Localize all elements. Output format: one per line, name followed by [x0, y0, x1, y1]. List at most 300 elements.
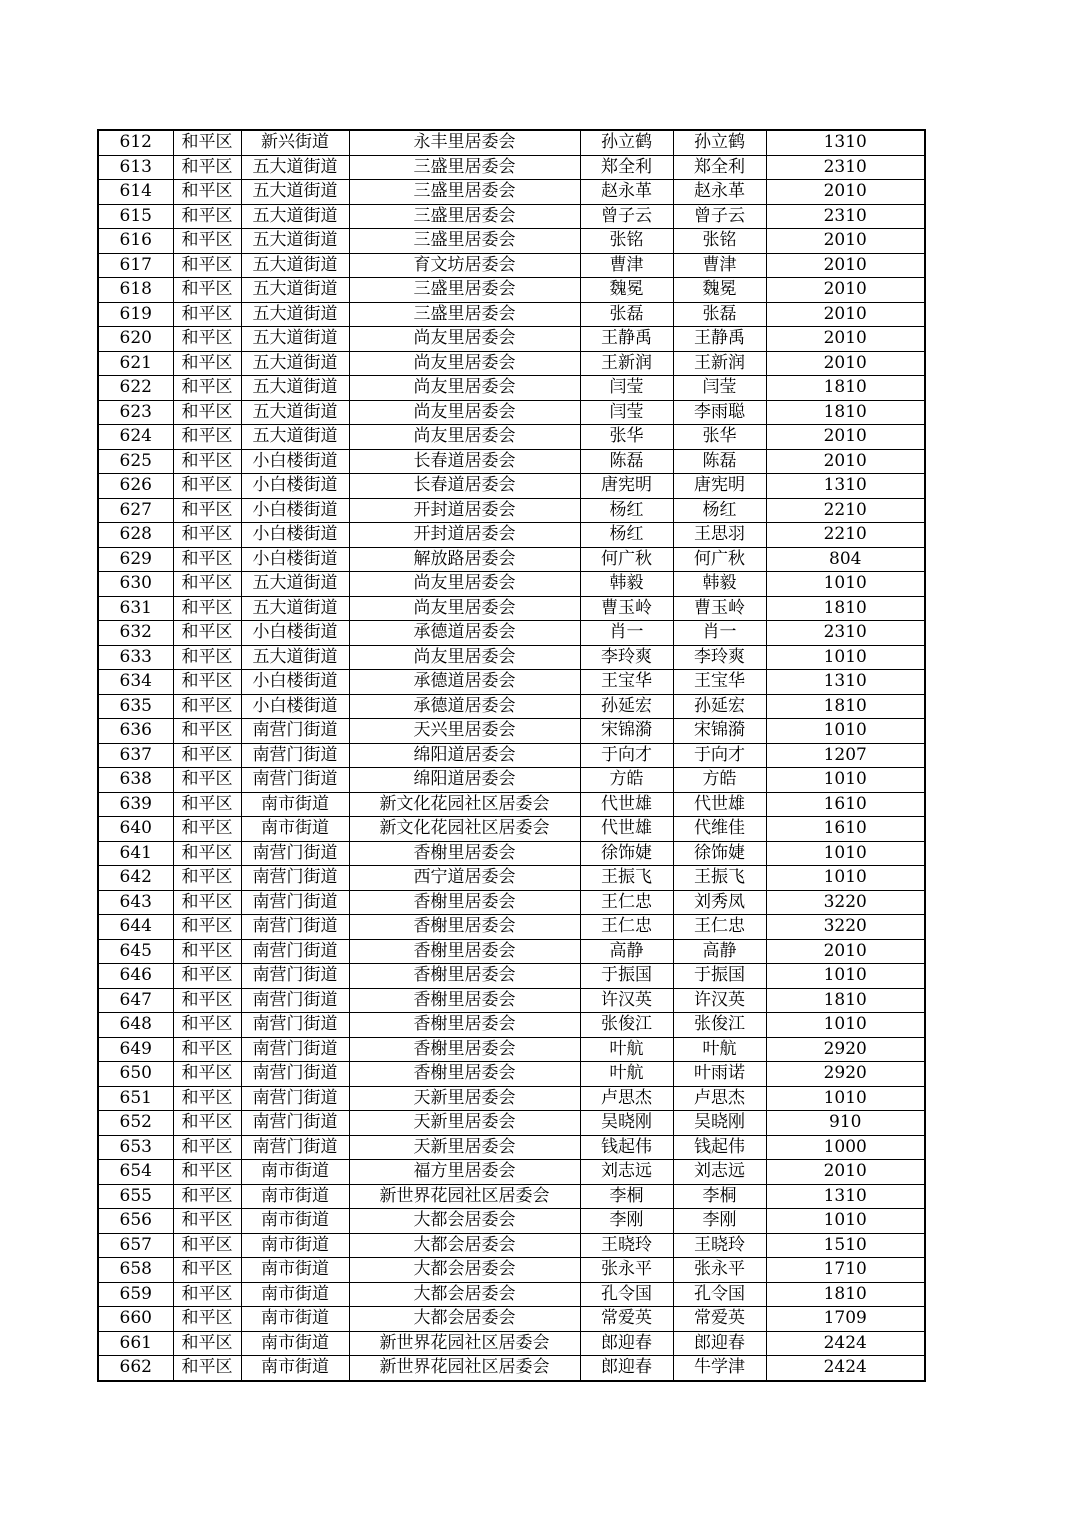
- member-cell: 张永平: [673, 1258, 766, 1283]
- district-cell: 和平区: [173, 1135, 241, 1160]
- member-cell: 吴晓刚: [673, 1111, 766, 1136]
- member-cell: 杨红: [673, 498, 766, 523]
- applicant-cell: 吴晓刚: [580, 1111, 673, 1136]
- table-row: [98, 1037, 925, 1062]
- value-cell: 3220: [766, 915, 925, 940]
- member-cell: 于向才: [673, 743, 766, 768]
- committee-cell: 承德道居委会: [349, 670, 580, 695]
- committee-cell: 香榭里居委会: [349, 1062, 580, 1087]
- member-cell: 郎迎春: [673, 1331, 766, 1356]
- district-cell: 和平区: [173, 1356, 241, 1381]
- district-cell: 和平区: [173, 253, 241, 278]
- street-cell: 小白楼街道: [241, 523, 349, 548]
- applicant-cell: 常爱英: [580, 1307, 673, 1332]
- applicant-cell: 郑全利: [580, 155, 673, 180]
- row-number-cell: 620: [98, 327, 173, 352]
- value-cell: 1010: [766, 645, 925, 670]
- applicant-cell: 许汉英: [580, 988, 673, 1013]
- table-row: [98, 229, 925, 254]
- district-cell: 和平区: [173, 1086, 241, 1111]
- applicant-cell: 闫莹: [580, 376, 673, 401]
- member-cell: 王振飞: [673, 866, 766, 891]
- committee-cell: 尚友里居委会: [349, 596, 580, 621]
- value-cell: 2310: [766, 204, 925, 229]
- street-cell: 新兴街道: [241, 130, 349, 155]
- table-row: [98, 449, 925, 474]
- district-cell: 和平区: [173, 1184, 241, 1209]
- member-cell: 徐饰婕: [673, 841, 766, 866]
- table-row: [98, 988, 925, 1013]
- committee-cell: 承德道居委会: [349, 621, 580, 646]
- committee-cell: 三盛里居委会: [349, 302, 580, 327]
- member-cell: 王晓玲: [673, 1233, 766, 1258]
- member-cell: 代世雄: [673, 792, 766, 817]
- row-number-cell: 641: [98, 841, 173, 866]
- value-cell: 2010: [766, 1160, 925, 1185]
- street-cell: 南营门街道: [241, 768, 349, 793]
- row-number-cell: 658: [98, 1258, 173, 1283]
- applicant-cell: 于振国: [580, 964, 673, 989]
- member-cell: 钱起伟: [673, 1135, 766, 1160]
- row-number-cell: 662: [98, 1356, 173, 1381]
- district-cell: 和平区: [173, 915, 241, 940]
- district-cell: 和平区: [173, 351, 241, 376]
- value-cell: 2210: [766, 523, 925, 548]
- row-number-cell: 637: [98, 743, 173, 768]
- applicant-cell: 张俊江: [580, 1013, 673, 1038]
- committee-cell: 天新里居委会: [349, 1135, 580, 1160]
- row-number-cell: 644: [98, 915, 173, 940]
- table-row: [98, 400, 925, 425]
- street-cell: 小白楼街道: [241, 694, 349, 719]
- district-cell: 和平区: [173, 474, 241, 499]
- committee-cell: 新世界花园社区居委会: [349, 1184, 580, 1209]
- district-cell: 和平区: [173, 1209, 241, 1234]
- committee-cell: 香榭里居委会: [349, 988, 580, 1013]
- table-row: [98, 743, 925, 768]
- member-cell: 王宝华: [673, 670, 766, 695]
- district-cell: 和平区: [173, 130, 241, 155]
- member-cell: 王新润: [673, 351, 766, 376]
- row-number-cell: 628: [98, 523, 173, 548]
- value-cell: 1610: [766, 792, 925, 817]
- applicant-cell: 李桐: [580, 1184, 673, 1209]
- applicant-cell: 孙延宏: [580, 694, 673, 719]
- street-cell: 南营门街道: [241, 1111, 349, 1136]
- member-cell: 赵永革: [673, 180, 766, 205]
- member-cell: 常爱英: [673, 1307, 766, 1332]
- table-row: [98, 1135, 925, 1160]
- member-cell: 孙立鹤: [673, 130, 766, 155]
- table-row: [98, 621, 925, 646]
- applicant-cell: 于向才: [580, 743, 673, 768]
- applicant-cell: 曾子云: [580, 204, 673, 229]
- table-row: [98, 694, 925, 719]
- table-row: [98, 645, 925, 670]
- district-cell: 和平区: [173, 841, 241, 866]
- table-row: [98, 327, 925, 352]
- value-cell: 1010: [766, 1086, 925, 1111]
- value-cell: 2010: [766, 449, 925, 474]
- street-cell: 南营门街道: [241, 743, 349, 768]
- committee-cell: 福方里居委会: [349, 1160, 580, 1185]
- district-cell: 和平区: [173, 1062, 241, 1087]
- table-row: [98, 180, 925, 205]
- committee-cell: 尚友里居委会: [349, 376, 580, 401]
- value-cell: 1810: [766, 400, 925, 425]
- committee-cell: 尚友里居委会: [349, 645, 580, 670]
- row-number-cell: 660: [98, 1307, 173, 1332]
- street-cell: 五大道街道: [241, 351, 349, 376]
- applicant-cell: 叶航: [580, 1037, 673, 1062]
- table-row: [98, 302, 925, 327]
- value-cell: 1010: [766, 841, 925, 866]
- value-cell: 1010: [766, 768, 925, 793]
- applicant-cell: 杨红: [580, 523, 673, 548]
- member-cell: 唐宪明: [673, 474, 766, 499]
- value-cell: 2010: [766, 180, 925, 205]
- street-cell: 南市街道: [241, 817, 349, 842]
- district-cell: 和平区: [173, 449, 241, 474]
- district-cell: 和平区: [173, 572, 241, 597]
- district-cell: 和平区: [173, 939, 241, 964]
- street-cell: 五大道街道: [241, 302, 349, 327]
- table-row: [98, 351, 925, 376]
- member-cell: 李刚: [673, 1209, 766, 1234]
- street-cell: 五大道街道: [241, 204, 349, 229]
- member-cell: 闫莹: [673, 376, 766, 401]
- data-table: [97, 129, 926, 1382]
- street-cell: 南营门街道: [241, 866, 349, 891]
- table-row: [98, 155, 925, 180]
- district-cell: 和平区: [173, 204, 241, 229]
- row-number-cell: 616: [98, 229, 173, 254]
- row-number-cell: 636: [98, 719, 173, 744]
- district-cell: 和平区: [173, 229, 241, 254]
- applicant-cell: 卢思杰: [580, 1086, 673, 1111]
- row-number-cell: 612: [98, 130, 173, 155]
- table-row: [98, 890, 925, 915]
- row-number-cell: 613: [98, 155, 173, 180]
- value-cell: 2424: [766, 1356, 925, 1381]
- street-cell: 南营门街道: [241, 1135, 349, 1160]
- table-row: [98, 1356, 925, 1381]
- value-cell: 1810: [766, 694, 925, 719]
- street-cell: 南营门街道: [241, 1086, 349, 1111]
- street-cell: 南市街道: [241, 1209, 349, 1234]
- applicant-cell: 唐宪明: [580, 474, 673, 499]
- street-cell: 五大道街道: [241, 278, 349, 303]
- table-row: [98, 792, 925, 817]
- member-cell: 王仁忠: [673, 915, 766, 940]
- value-cell: 1010: [766, 1013, 925, 1038]
- street-cell: 南市街道: [241, 1184, 349, 1209]
- street-cell: 小白楼街道: [241, 449, 349, 474]
- committee-cell: 香榭里居委会: [349, 890, 580, 915]
- street-cell: 五大道街道: [241, 229, 349, 254]
- row-number-cell: 619: [98, 302, 173, 327]
- committee-cell: 大都会居委会: [349, 1209, 580, 1234]
- applicant-cell: 王晓玲: [580, 1233, 673, 1258]
- district-cell: 和平区: [173, 425, 241, 450]
- value-cell: 2010: [766, 939, 925, 964]
- value-cell: 2010: [766, 351, 925, 376]
- committee-cell: 尚友里居委会: [349, 351, 580, 376]
- value-cell: 1010: [766, 1209, 925, 1234]
- applicant-cell: 王宝华: [580, 670, 673, 695]
- table-row: [98, 130, 925, 155]
- member-cell: 李雨聪: [673, 400, 766, 425]
- member-cell: 张俊江: [673, 1013, 766, 1038]
- committee-cell: 西宁道居委会: [349, 866, 580, 891]
- member-cell: 李桐: [673, 1184, 766, 1209]
- district-cell: 和平区: [173, 278, 241, 303]
- district-cell: 和平区: [173, 498, 241, 523]
- committee-cell: 开封道居委会: [349, 523, 580, 548]
- table-row: [98, 425, 925, 450]
- street-cell: 五大道街道: [241, 596, 349, 621]
- member-cell: 于振国: [673, 964, 766, 989]
- value-cell: 2920: [766, 1037, 925, 1062]
- row-number-cell: 632: [98, 621, 173, 646]
- district-cell: 和平区: [173, 327, 241, 352]
- applicant-cell: 王新润: [580, 351, 673, 376]
- value-cell: 1810: [766, 1282, 925, 1307]
- member-cell: 孔令国: [673, 1282, 766, 1307]
- table-row: [98, 1086, 925, 1111]
- applicant-cell: 杨红: [580, 498, 673, 523]
- row-number-cell: 624: [98, 425, 173, 450]
- value-cell: 1010: [766, 572, 925, 597]
- applicant-cell: 方皓: [580, 768, 673, 793]
- district-cell: 和平区: [173, 155, 241, 180]
- applicant-cell: 代世雄: [580, 817, 673, 842]
- row-number-cell: 626: [98, 474, 173, 499]
- committee-cell: 开封道居委会: [349, 498, 580, 523]
- table-row: [98, 572, 925, 597]
- committee-cell: 三盛里居委会: [349, 155, 580, 180]
- row-number-cell: 648: [98, 1013, 173, 1038]
- member-cell: 曹津: [673, 253, 766, 278]
- street-cell: 南营门街道: [241, 719, 349, 744]
- row-number-cell: 651: [98, 1086, 173, 1111]
- value-cell: 2010: [766, 278, 925, 303]
- row-number-cell: 640: [98, 817, 173, 842]
- applicant-cell: 郎迎春: [580, 1331, 673, 1356]
- value-cell: 1010: [766, 719, 925, 744]
- member-cell: 张华: [673, 425, 766, 450]
- table-row: [98, 1331, 925, 1356]
- committee-cell: 香榭里居委会: [349, 915, 580, 940]
- street-cell: 南营门街道: [241, 1062, 349, 1087]
- member-cell: 高静: [673, 939, 766, 964]
- district-cell: 和平区: [173, 596, 241, 621]
- member-cell: 曾子云: [673, 204, 766, 229]
- applicant-cell: 刘志远: [580, 1160, 673, 1185]
- applicant-cell: 王振飞: [580, 866, 673, 891]
- applicant-cell: 曹津: [580, 253, 673, 278]
- value-cell: 1810: [766, 376, 925, 401]
- row-number-cell: 622: [98, 376, 173, 401]
- member-cell: 肖一: [673, 621, 766, 646]
- committee-cell: 长春道居委会: [349, 474, 580, 499]
- district-cell: 和平区: [173, 1307, 241, 1332]
- value-cell: 2424: [766, 1331, 925, 1356]
- table-row: [98, 278, 925, 303]
- committee-cell: 天兴里居委会: [349, 719, 580, 744]
- value-cell: 2010: [766, 302, 925, 327]
- street-cell: 南营门街道: [241, 890, 349, 915]
- value-cell: 3220: [766, 890, 925, 915]
- row-number-cell: 615: [98, 204, 173, 229]
- committee-cell: 香榭里居委会: [349, 939, 580, 964]
- row-number-cell: 623: [98, 400, 173, 425]
- street-cell: 小白楼街道: [241, 498, 349, 523]
- table-row: [98, 964, 925, 989]
- committee-cell: 绵阳道居委会: [349, 743, 580, 768]
- street-cell: 小白楼街道: [241, 670, 349, 695]
- table-row: [98, 1233, 925, 1258]
- committee-cell: 大都会居委会: [349, 1282, 580, 1307]
- district-cell: 和平区: [173, 1013, 241, 1038]
- table-row: [98, 596, 925, 621]
- applicant-cell: 陈磊: [580, 449, 673, 474]
- district-cell: 和平区: [173, 988, 241, 1013]
- table-row: [98, 866, 925, 891]
- table-row: [98, 204, 925, 229]
- committee-cell: 三盛里居委会: [349, 204, 580, 229]
- district-cell: 和平区: [173, 1331, 241, 1356]
- street-cell: 南市街道: [241, 1282, 349, 1307]
- row-number-cell: 625: [98, 449, 173, 474]
- street-cell: 小白楼街道: [241, 621, 349, 646]
- row-number-cell: 647: [98, 988, 173, 1013]
- table-row: [98, 253, 925, 278]
- member-cell: 陈磊: [673, 449, 766, 474]
- district-cell: 和平区: [173, 180, 241, 205]
- member-cell: 孙延宏: [673, 694, 766, 719]
- value-cell: 1310: [766, 670, 925, 695]
- value-cell: 1810: [766, 596, 925, 621]
- district-cell: 和平区: [173, 670, 241, 695]
- street-cell: 南营门街道: [241, 939, 349, 964]
- value-cell: 2210: [766, 498, 925, 523]
- committee-cell: 新文化花园社区居委会: [349, 792, 580, 817]
- street-cell: 南市街道: [241, 1233, 349, 1258]
- district-cell: 和平区: [173, 523, 241, 548]
- committee-cell: 三盛里居委会: [349, 180, 580, 205]
- district-cell: 和平区: [173, 743, 241, 768]
- district-cell: 和平区: [173, 768, 241, 793]
- applicant-cell: 代世雄: [580, 792, 673, 817]
- row-number-cell: 639: [98, 792, 173, 817]
- street-cell: 南营门街道: [241, 915, 349, 940]
- member-cell: 卢思杰: [673, 1086, 766, 1111]
- value-cell: 1010: [766, 866, 925, 891]
- row-number-cell: 621: [98, 351, 173, 376]
- table-row: [98, 1209, 925, 1234]
- value-cell: 1207: [766, 743, 925, 768]
- member-cell: 刘秀凤: [673, 890, 766, 915]
- value-cell: 1709: [766, 1307, 925, 1332]
- member-cell: 宋锦漪: [673, 719, 766, 744]
- value-cell: 2010: [766, 253, 925, 278]
- row-number-cell: 618: [98, 278, 173, 303]
- applicant-cell: 郎迎春: [580, 1356, 673, 1381]
- street-cell: 小白楼街道: [241, 474, 349, 499]
- applicant-cell: 韩毅: [580, 572, 673, 597]
- member-cell: 叶航: [673, 1037, 766, 1062]
- district-cell: 和平区: [173, 719, 241, 744]
- table-row: [98, 719, 925, 744]
- street-cell: 南营门街道: [241, 964, 349, 989]
- street-cell: 南市街道: [241, 1160, 349, 1185]
- committee-cell: 三盛里居委会: [349, 278, 580, 303]
- committee-cell: 育文坊居委会: [349, 253, 580, 278]
- committee-cell: 尚友里居委会: [349, 572, 580, 597]
- table-row: [98, 670, 925, 695]
- committee-cell: 新世界花园社区居委会: [349, 1331, 580, 1356]
- street-cell: 小白楼街道: [241, 547, 349, 572]
- row-number-cell: 654: [98, 1160, 173, 1185]
- committee-cell: 绵阳道居委会: [349, 768, 580, 793]
- row-number-cell: 635: [98, 694, 173, 719]
- applicant-cell: 叶航: [580, 1062, 673, 1087]
- value-cell: 2010: [766, 229, 925, 254]
- table-row: [98, 523, 925, 548]
- street-cell: 南市街道: [241, 1307, 349, 1332]
- street-cell: 南市街道: [241, 1331, 349, 1356]
- committee-cell: 香榭里居委会: [349, 1013, 580, 1038]
- committee-cell: 尚友里居委会: [349, 425, 580, 450]
- applicant-cell: 肖一: [580, 621, 673, 646]
- applicant-cell: 闫莹: [580, 400, 673, 425]
- district-cell: 和平区: [173, 890, 241, 915]
- committee-cell: 天新里居委会: [349, 1086, 580, 1111]
- table-row: [98, 768, 925, 793]
- applicant-cell: 曹玉岭: [580, 596, 673, 621]
- member-cell: 郑全利: [673, 155, 766, 180]
- member-cell: 韩毅: [673, 572, 766, 597]
- district-cell: 和平区: [173, 866, 241, 891]
- row-number-cell: 646: [98, 964, 173, 989]
- street-cell: 五大道街道: [241, 376, 349, 401]
- street-cell: 五大道街道: [241, 425, 349, 450]
- member-cell: 王思羽: [673, 523, 766, 548]
- value-cell: 1010: [766, 964, 925, 989]
- district-cell: 和平区: [173, 376, 241, 401]
- applicant-cell: 张磊: [580, 302, 673, 327]
- table-row: [98, 1062, 925, 1087]
- value-cell: 1510: [766, 1233, 925, 1258]
- applicant-cell: 钱起伟: [580, 1135, 673, 1160]
- committee-cell: 三盛里居委会: [349, 229, 580, 254]
- row-number-cell: 650: [98, 1062, 173, 1087]
- committee-cell: 尚友里居委会: [349, 400, 580, 425]
- table-row: [98, 1307, 925, 1332]
- committee-cell: 新世界花园社区居委会: [349, 1356, 580, 1381]
- district-cell: 和平区: [173, 1282, 241, 1307]
- row-number-cell: 642: [98, 866, 173, 891]
- committee-cell: 大都会居委会: [349, 1307, 580, 1332]
- value-cell: 2920: [766, 1062, 925, 1087]
- street-cell: 五大道街道: [241, 180, 349, 205]
- value-cell: 2310: [766, 155, 925, 180]
- applicant-cell: 何广秋: [580, 547, 673, 572]
- row-number-cell: 661: [98, 1331, 173, 1356]
- street-cell: 五大道街道: [241, 327, 349, 352]
- street-cell: 南营门街道: [241, 988, 349, 1013]
